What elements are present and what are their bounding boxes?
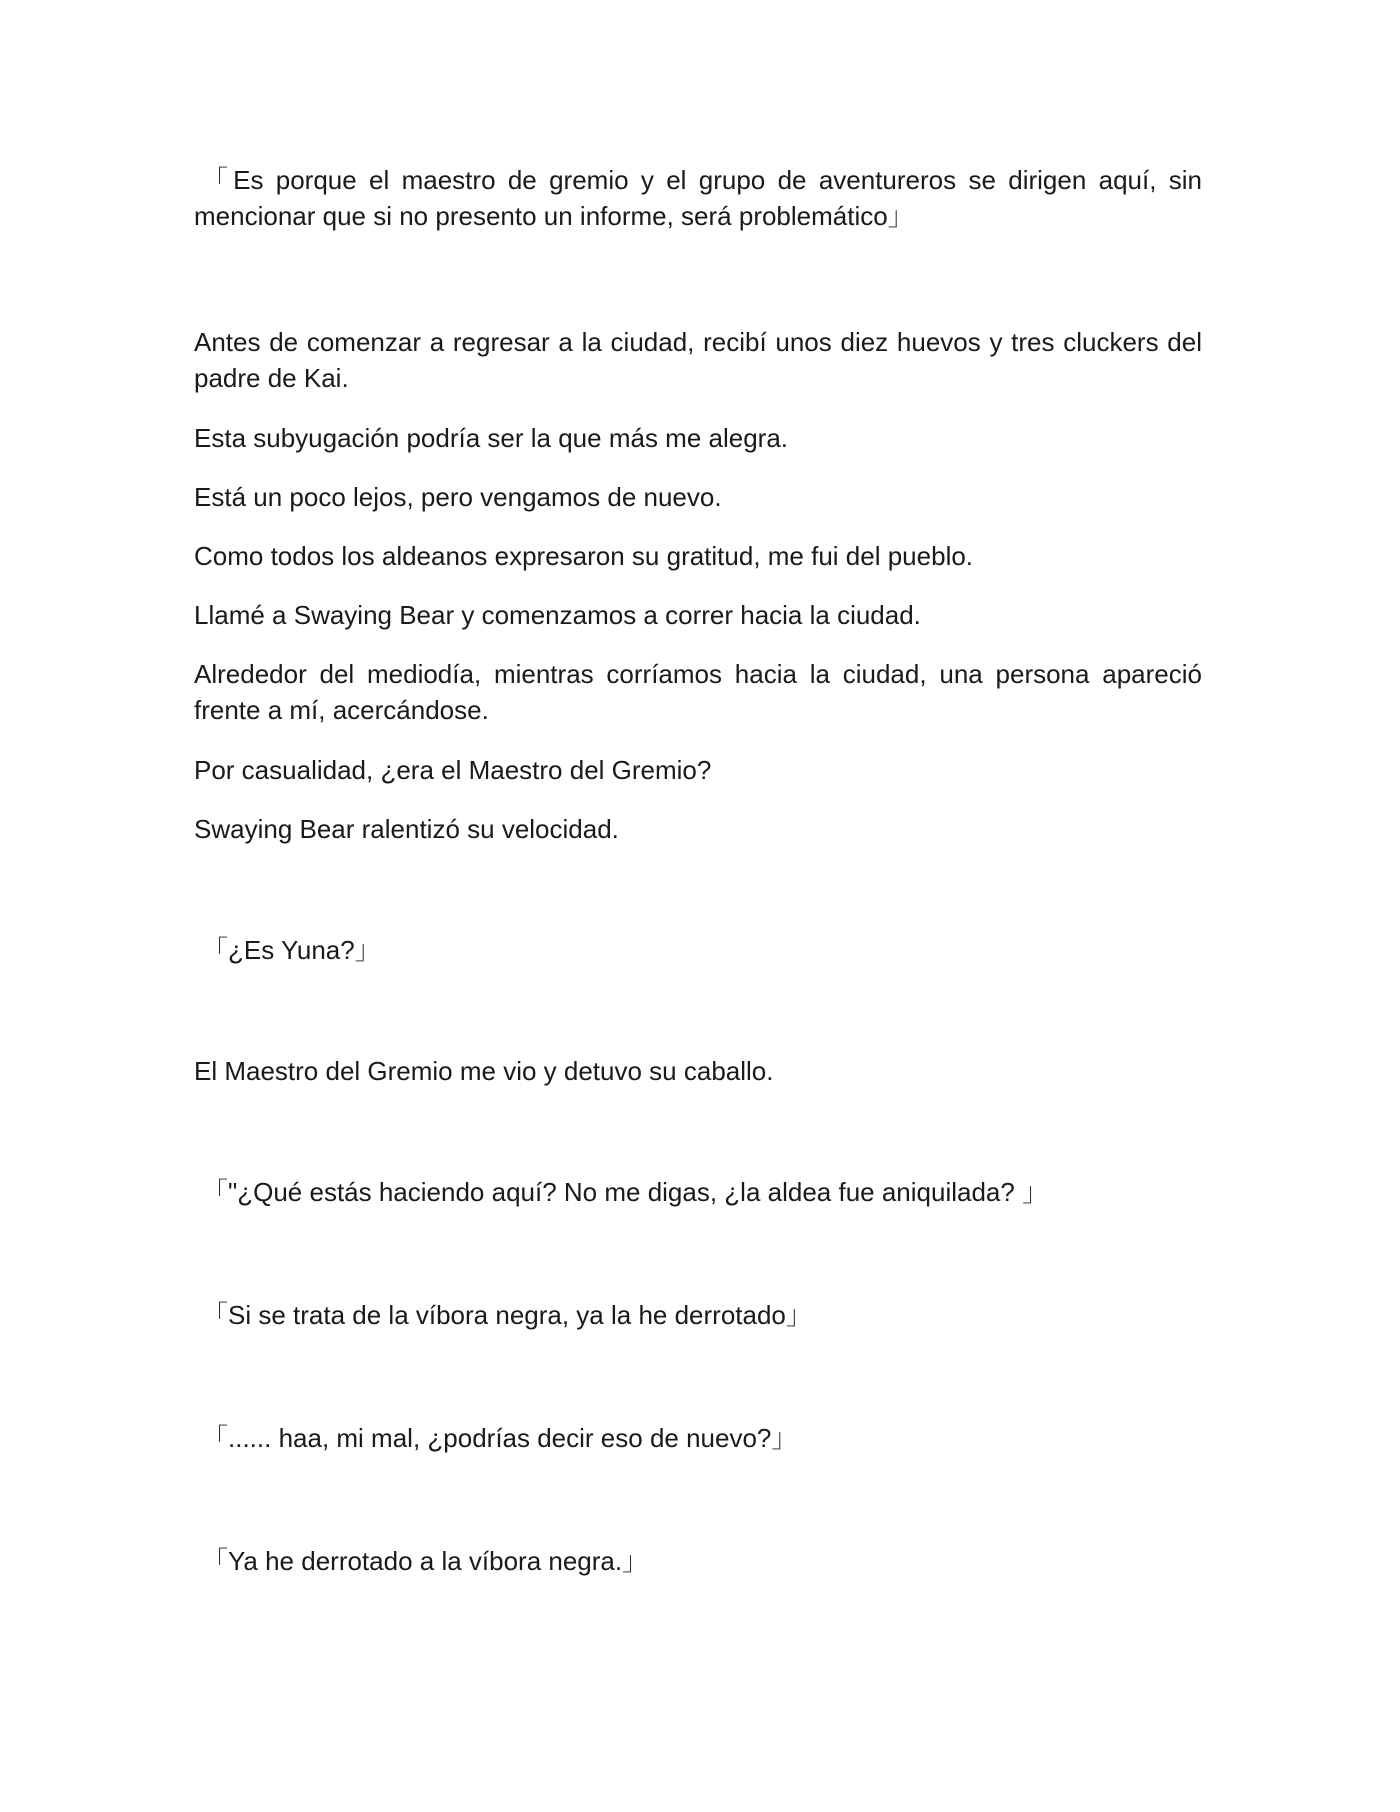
paragraph-dialogue-3: 「"¿Qué estás haciendo aquí? No me digas, ¿la aldea fue aniquilada? 」	[202, 1177, 1049, 1207]
paragraph-narration-6: Alrededor del mediodía, mientras corríamos hacia la ciudad, una persona apareció frente a mí, acercándose.	[194, 659, 1202, 725]
paragraph-narration-1: Antes de comenzar a regresar a la ciudad, recibí unos diez huevos y tres cluckers del padre de Kai.	[194, 327, 1202, 393]
paragraph-dialogue-6: 「Ya he derrotado a la víbora negra.」	[202, 1546, 649, 1576]
paragraph-dialogue-4: 「Si se trata de la víbora negra, ya la he derrotado」	[202, 1300, 812, 1330]
paragraph-narration-9: El Maestro del Gremio me vio y detuvo su caballo.	[194, 1056, 774, 1086]
paragraph-narration-8: Swaying Bear ralentizó su velocidad.	[194, 814, 619, 844]
paragraph-narration-4: Como todos los aldeanos expresaron su gratitud, me fui del pueblo.	[194, 541, 974, 571]
paragraph-dialogue-2: 「¿Es Yuna?」	[202, 935, 381, 965]
paragraph-dialogue-1: 「Es porque el maestro de gremio y el grupo de aventureros se dirigen aquí, sin mencionar que si no presento un informe, será problemático」	[194, 165, 1202, 231]
paragraph-dialogue-5: 「...... haa, mi mal, ¿podrías decir eso de nuevo?」	[202, 1423, 798, 1453]
paragraph-narration-7: Por casualidad, ¿era el Maestro del Gremio?	[194, 755, 712, 785]
paragraph-narration-5: Llamé a Swaying Bear y comenzamos a correr hacia la ciudad.	[194, 600, 921, 630]
paragraph-narration-2: Esta subyugación podría ser la que más me alegra.	[194, 423, 789, 453]
paragraph-narration-3: Está un poco lejos, pero vengamos de nuevo.	[194, 482, 722, 512]
